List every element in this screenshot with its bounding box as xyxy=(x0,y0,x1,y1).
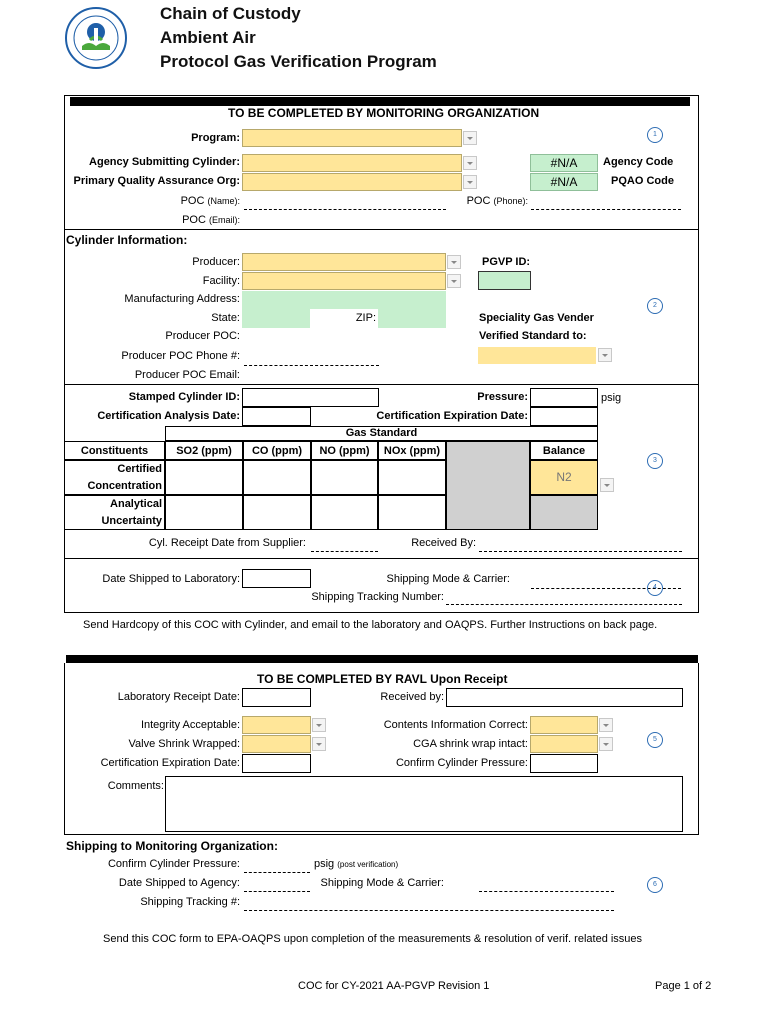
no-column-header: NO (ppm) xyxy=(311,441,378,460)
nox-certified-cell[interactable] xyxy=(378,460,446,495)
date-shipped-agency-label: Date Shipped to Agency: xyxy=(118,877,240,889)
received-by-field[interactable] xyxy=(479,551,682,552)
facility-field[interactable] xyxy=(242,272,446,290)
footer-document-id: COC for CY-2021 AA-PGVP Revision 1 xyxy=(298,980,490,992)
balance-field[interactable]: N2 xyxy=(530,460,598,495)
title-line-1: Chain of Custody xyxy=(160,4,301,23)
integrity-dropdown-icon[interactable] xyxy=(312,718,326,732)
ravl-received-by-label: Received by: xyxy=(380,691,444,703)
date-shipped-lab-label: Date Shipped to Laboratory: xyxy=(102,573,240,585)
valve-field[interactable] xyxy=(242,735,311,753)
certified-label-a: Certified xyxy=(117,463,162,475)
balance-dropdown-icon[interactable] xyxy=(600,478,614,492)
ravl-cert-exp-field[interactable] xyxy=(242,754,311,773)
ravl-received-by-field[interactable] xyxy=(446,688,683,707)
tracking-number-field[interactable] xyxy=(446,604,682,605)
pqao-code-label: PQAO Code xyxy=(611,175,674,187)
poc-email-field[interactable] xyxy=(243,212,683,230)
psig-post-label: psig (post verification) xyxy=(314,858,399,870)
divider xyxy=(64,558,699,559)
table-spacer-gray xyxy=(446,441,530,530)
title-line-2: Ambient Air xyxy=(160,28,256,47)
title-line-3: Protocol Gas Verification Program xyxy=(160,52,437,71)
co-certified-cell[interactable] xyxy=(243,460,311,495)
comments-label: Comments: xyxy=(107,780,164,792)
state-field[interactable] xyxy=(242,309,310,328)
producer-dropdown-icon[interactable] xyxy=(447,255,461,269)
shipping2-heading: Shipping to Monitoring Organization: xyxy=(66,839,278,853)
pgvp-id-field[interactable] xyxy=(478,271,531,290)
so2-uncertainty-cell[interactable] xyxy=(165,495,243,530)
constituents-header: Constituents xyxy=(64,441,165,460)
agency-dropdown-icon[interactable] xyxy=(463,156,477,170)
so2-certified-cell[interactable] xyxy=(165,460,243,495)
section1-heading: TO BE COMPLETED BY MONITORING ORGANIZATION xyxy=(228,106,540,120)
pqao-dropdown-icon[interactable] xyxy=(463,175,477,189)
shipping2-tracking-field[interactable] xyxy=(244,910,614,911)
shipping2-mode-field[interactable] xyxy=(479,891,614,892)
integrity-label: Integrity Acceptable: xyxy=(140,719,240,731)
confirm-pressure2-field[interactable] xyxy=(244,872,310,873)
contents-label: Contents Information Correct: xyxy=(383,719,528,731)
poc-name-label: POC (Name): xyxy=(180,195,240,207)
zip-label: ZIP: xyxy=(355,312,376,324)
ravl-heading: TO BE COMPLETED BY RAVL Upon Receipt xyxy=(257,672,508,686)
pressure-field[interactable] xyxy=(530,388,598,407)
stamped-cylinder-field[interactable] xyxy=(242,388,379,407)
tracking-number-label: Shipping Tracking Number: xyxy=(311,591,444,603)
co-column-header: CO (ppm) xyxy=(243,441,311,460)
valve-dropdown-icon[interactable] xyxy=(312,737,326,751)
comments-field[interactable] xyxy=(165,776,683,832)
cga-field[interactable] xyxy=(530,735,598,753)
confirm-pressure2-label: Confirm Cylinder Pressure: xyxy=(107,858,240,870)
send-coc-instructions: Send this COC form to EPA-OAQPS upon completion of the measurements & resolution of verif. related issues xyxy=(103,933,643,945)
balance-header: Balance xyxy=(530,441,598,460)
co-uncertainty-cell[interactable] xyxy=(243,495,311,530)
shipping-mode-label: Shipping Mode & Carrier: xyxy=(386,573,510,585)
valve-label: Valve Shrink Wrapped: xyxy=(128,738,240,750)
divider xyxy=(64,384,699,385)
agency-field[interactable] xyxy=(242,154,462,172)
specialty-gas-vendor-label: Speciality Gas Vender xyxy=(479,312,594,324)
pqao-field[interactable] xyxy=(242,173,462,191)
mfg-address-label: Manufacturing Address: xyxy=(124,293,240,305)
verified-standard-label: Verified Standard to: xyxy=(479,330,587,342)
facility-label: Facility: xyxy=(202,275,240,287)
agency-code-value-box: #N/A xyxy=(530,154,598,172)
contents-dropdown-icon[interactable] xyxy=(599,718,613,732)
pressure-unit: psig xyxy=(601,392,622,404)
lab-receipt-field[interactable] xyxy=(242,688,311,707)
uncertainty-label-a: Analytical xyxy=(110,498,162,510)
verified-standard-field[interactable] xyxy=(478,347,596,364)
gas-standard-header: Gas Standard xyxy=(165,426,598,441)
received-by-label: Received By: xyxy=(411,537,476,549)
cga-label: CGA shrink wrap intact: xyxy=(413,738,528,750)
step-marker-1: 1 xyxy=(647,127,663,143)
producer-poc-label: Producer POC: xyxy=(165,330,240,342)
producer-label: Producer: xyxy=(192,256,240,268)
step-marker-2: 2 xyxy=(647,298,663,314)
receipt-date-label: Cyl. Receipt Date from Supplier: xyxy=(148,537,306,549)
balance-uncertainty-gray xyxy=(530,495,598,530)
shipping2-mode-label: Shipping Mode & Carrier: xyxy=(320,877,444,889)
producer-poc-phone-label: Producer POC Phone #: xyxy=(121,350,240,362)
pqao-label: Primary Quality Assurance Org: xyxy=(73,175,240,187)
program-dropdown-icon[interactable] xyxy=(463,131,477,145)
facility-dropdown-icon[interactable] xyxy=(447,274,461,288)
receipt-date-field[interactable] xyxy=(311,551,378,552)
so2-column-header: SO2 (ppm) xyxy=(165,441,243,460)
confirm-pressure-label: Confirm Cylinder Pressure: xyxy=(395,757,528,769)
step-marker-6: 6 xyxy=(647,877,663,893)
nox-column-header: NOx (ppm) xyxy=(378,441,446,460)
step-marker-5: 5 xyxy=(647,732,663,748)
pressure-label: Pressure: xyxy=(477,391,528,403)
date-shipped-lab-field[interactable] xyxy=(242,569,311,588)
program-label: Program: xyxy=(191,132,240,144)
mfg-address-field[interactable] xyxy=(242,291,446,309)
cga-dropdown-icon[interactable] xyxy=(599,737,613,751)
poc-phone-field[interactable] xyxy=(531,209,681,210)
date-shipped-agency-field[interactable] xyxy=(244,891,310,892)
footer-page-number: Page 1 of 2 xyxy=(655,980,712,992)
integrity-field[interactable] xyxy=(242,716,311,734)
certified-label-b: Concentration xyxy=(87,480,162,492)
producer-poc-field[interactable] xyxy=(243,329,446,346)
contents-field[interactable] xyxy=(530,716,598,734)
shipping2-tracking-label: Shipping Tracking #: xyxy=(140,896,240,908)
cert-analysis-label: Certification Analysis Date: xyxy=(97,410,240,422)
verified-standard-dropdown-icon[interactable] xyxy=(598,348,612,362)
zip-field[interactable] xyxy=(378,309,446,328)
step-marker-4: 4 xyxy=(647,580,663,596)
cylinder-info-heading: Cylinder Information: xyxy=(66,233,188,247)
epa-seal-logo xyxy=(64,6,128,70)
agency-label: Agency Submitting Cylinder: xyxy=(89,156,240,168)
no-uncertainty-cell[interactable] xyxy=(311,495,378,530)
lab-receipt-label: Laboratory Receipt Date: xyxy=(117,691,240,703)
poc-phone-label: POC (Phone): xyxy=(466,195,528,207)
agency-code-label: Agency Code xyxy=(603,156,674,168)
program-field[interactable] xyxy=(242,129,462,147)
certified-row-label xyxy=(64,460,165,495)
section-header-bar xyxy=(70,97,690,106)
pqao-code-value-box: #N/A xyxy=(530,173,598,191)
cert-exp-field[interactable] xyxy=(530,407,598,426)
poc-email-label: POC (Email): xyxy=(182,214,240,226)
stamped-cylinder-label: Stamped Cylinder ID: xyxy=(128,391,240,403)
producer-poc-email-field[interactable] xyxy=(243,366,446,383)
confirm-pressure-field[interactable] xyxy=(530,754,598,773)
ravl-cert-exp-label: Certification Expiration Date: xyxy=(100,757,240,769)
producer-field[interactable] xyxy=(242,253,446,271)
uncertainty-label-b: Uncertainty xyxy=(101,515,162,527)
uncertainty-row-label xyxy=(64,495,165,530)
cert-analysis-field[interactable] xyxy=(242,407,311,426)
poc-name-field[interactable] xyxy=(244,209,446,210)
ravl-header-bar xyxy=(66,655,698,663)
pgvp-id-label: PGVP ID: xyxy=(482,256,531,268)
cert-exp-label: Certification Expiration Date: xyxy=(376,410,528,422)
producer-poc-email-label: Producer POC Email: xyxy=(134,369,240,381)
nox-uncertainty-cell[interactable] xyxy=(378,495,446,530)
hardcopy-instructions: Send Hardcopy of this COC with Cylinder, and email to the laboratory and OAQPS. Further Instructions on back page. xyxy=(83,619,658,631)
state-label: State: xyxy=(211,312,240,324)
divider xyxy=(64,229,699,230)
step-marker-3: 3 xyxy=(647,453,663,469)
no-certified-cell[interactable] xyxy=(311,460,378,495)
